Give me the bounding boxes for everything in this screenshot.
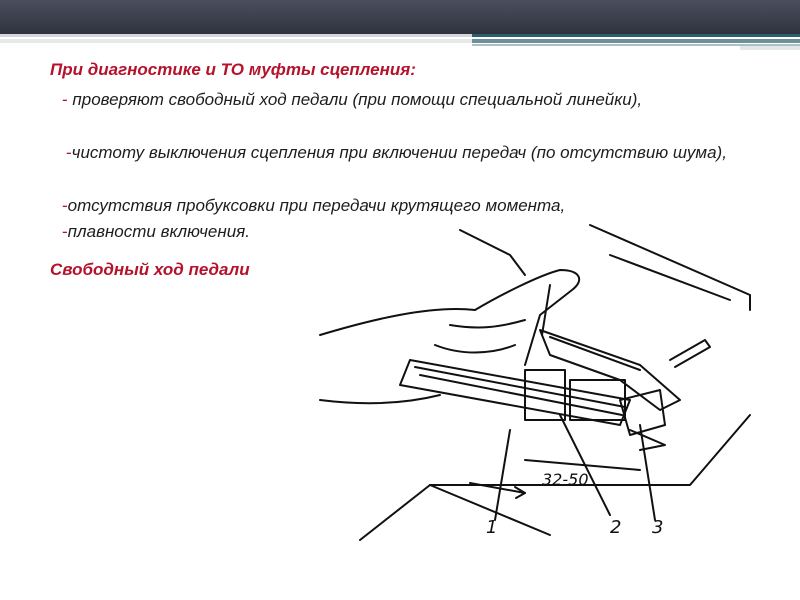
callout-3: 3 bbox=[652, 517, 664, 538]
pedal-rod bbox=[670, 340, 710, 367]
dimension-label: 32-50 bbox=[542, 470, 589, 489]
callout-2: 2 bbox=[610, 517, 622, 538]
ruler-scale bbox=[415, 367, 625, 407]
callout-leader bbox=[495, 430, 510, 520]
hand-outline bbox=[320, 395, 440, 403]
dash-bullet: - bbox=[62, 222, 68, 241]
slide-subheading: Свободный ход педали bbox=[50, 260, 250, 279]
list-item-text: чистоту выключения сцепления при включении передач (по отсутствию шума), bbox=[71, 143, 727, 162]
pedal-arm-line bbox=[550, 337, 640, 370]
finger-line bbox=[450, 320, 525, 327]
dash-bullet: - bbox=[62, 90, 68, 109]
pedal-free-play-illustration bbox=[310, 215, 780, 545]
finger-line bbox=[435, 345, 515, 353]
list-item-text: проверяют свободный ход педали (при помощи специальной линейки), bbox=[67, 90, 643, 109]
pedal-pad-edge bbox=[630, 430, 665, 450]
floor-line bbox=[360, 485, 430, 540]
hand-outline bbox=[320, 270, 579, 365]
illustration-svg bbox=[310, 215, 780, 545]
slide-heading: При диагностике и ТО муфты сцепления: bbox=[50, 60, 416, 79]
finger-line bbox=[542, 285, 550, 335]
callout-1: 1 bbox=[486, 517, 498, 538]
list-item-text: отсутствия пробуксовки при передачи крутящего момента, bbox=[67, 196, 566, 215]
list-item bbox=[30, 86, 768, 114]
frame-line bbox=[590, 225, 750, 310]
dash-bullet: - bbox=[66, 143, 72, 162]
bracket bbox=[460, 230, 525, 275]
callout-leader bbox=[560, 415, 610, 515]
dash-bullet: - bbox=[62, 196, 68, 215]
list-item bbox=[50, 139, 768, 167]
list-item-text: плавности включения. bbox=[67, 222, 250, 241]
